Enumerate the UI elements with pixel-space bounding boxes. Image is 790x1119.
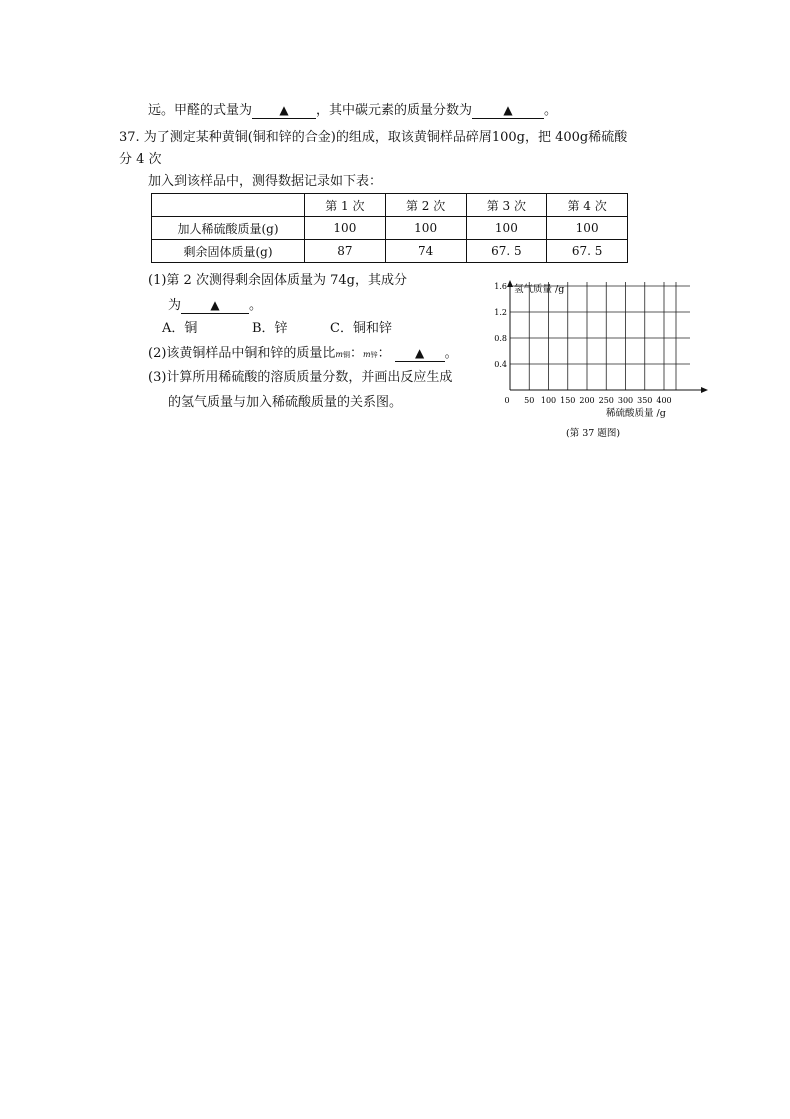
fill-in-line-1 — [148, 102, 557, 120]
x-tick-label: 50 — [524, 396, 535, 405]
part2-end: 。 — [444, 346, 458, 361]
mass-symbol-copper: m — [335, 350, 344, 359]
part1-prefix: 为 — [168, 298, 182, 313]
x-tick-label: 0 — [504, 396, 510, 405]
y-tick-label: 1.2 — [494, 308, 507, 317]
table-header-cell: 第 4 次 — [547, 194, 628, 217]
table-row — [152, 217, 628, 240]
answer-blank-carbon-fraction[interactable] — [472, 103, 544, 119]
table-header-row — [152, 194, 628, 217]
x-tick-labels — [504, 396, 671, 405]
mass-symbol-zinc: m — [363, 350, 371, 359]
table-header-cell — [152, 194, 305, 217]
question-stem-line-2: 分 4 次 — [119, 152, 162, 167]
part1-end: 。 — [249, 298, 263, 313]
subscript-copper: 铜 — [343, 351, 351, 359]
table-cell: 74 — [385, 240, 466, 263]
x-tick-label: 250 — [598, 396, 614, 405]
y-axis-label: 氢气质量 /g — [514, 284, 565, 295]
part2-text: (2)该黄铜样品中铜和锌的质量比 — [148, 346, 336, 361]
line1-mid: ，其中碳元素的质量分数为 — [316, 103, 473, 118]
x-tick-label: 300 — [617, 396, 634, 405]
x-tick-label: 150 — [560, 396, 576, 405]
table-header-cell: 第 1 次 — [305, 194, 386, 217]
question-stem-line-1 — [119, 129, 627, 147]
part3-line-2: 的氢气质量与加入稀硫酸质量的关系图。 — [168, 395, 403, 410]
table-cell: 67. 5 — [466, 240, 547, 263]
figure-caption: (第 37 题图) — [566, 428, 621, 439]
option-a[interactable]: A．铜 — [162, 321, 198, 336]
x-tick-label: 100 — [540, 396, 557, 405]
question-stem-line-3: 加入到该样品中，测得数据记录如下表： — [148, 174, 383, 189]
triangle-marker-icon: ▲ — [503, 103, 513, 117]
question-stem-text-1: 为了测定某种黄铜(铜和锌的合金)的组成，取该黄铜样品碎屑100g，把 400g稀硫酸 — [143, 130, 628, 145]
chart-grid — [510, 282, 690, 390]
subscript-zinc: 锌 — [370, 351, 378, 359]
triangle-marker-icon: ▲ — [415, 346, 425, 360]
line1-end: 。 — [544, 103, 558, 118]
data-table — [151, 193, 628, 263]
answer-blank-composition[interactable] — [181, 298, 249, 314]
part1-line-a: (1)第 2 次测得剩余固体质量为 74g，其成分 — [148, 273, 407, 288]
ratio-colon: ： — [350, 346, 364, 361]
ratio-colon: ： — [377, 346, 391, 361]
y-tick-labels — [494, 282, 507, 369]
part1-line-b — [168, 297, 262, 315]
table-row-label: 剩余固体质量(g) — [152, 240, 305, 263]
question-number: 37. — [119, 130, 140, 145]
option-b[interactable]: B．锌 — [252, 321, 288, 336]
line1-pre: 远。甲醛的式量为 — [148, 103, 253, 118]
triangle-marker-icon: ▲ — [279, 103, 289, 117]
table-cell: 87 — [305, 240, 386, 263]
y-tick-label: 1.6 — [494, 282, 507, 291]
answer-blank-mass-ratio[interactable] — [395, 346, 445, 362]
table-header-cell: 第 3 次 — [466, 194, 547, 217]
x-axis-arrow-icon — [701, 387, 708, 393]
x-axis-label: 稀硫酸质量 /g — [606, 408, 666, 419]
part2-line — [148, 345, 458, 364]
x-tick-label: 200 — [579, 396, 595, 405]
table-header-cell: 第 2 次 — [385, 194, 466, 217]
table-cell: 100 — [547, 217, 628, 240]
x-tick-label: 350 — [637, 396, 653, 405]
chart-axes — [507, 280, 708, 393]
table-cell: 100 — [385, 217, 466, 240]
table-row-label: 加人稀硫酸质量(g) — [152, 217, 305, 240]
part3-line-1: (3)计算所用稀硫酸的溶质质量分数，并画出反应生成 — [148, 370, 453, 385]
x-tick-label: 400 — [656, 396, 672, 405]
answer-blank-formula-weight[interactable] — [252, 103, 316, 119]
table-row — [152, 240, 628, 263]
option-c[interactable]: C．铜和锌 — [330, 321, 392, 336]
y-axis-arrow-icon — [507, 280, 513, 287]
table-cell: 100 — [466, 217, 547, 240]
hydrogen-mass-chart[interactable] — [488, 276, 708, 446]
table-cell: 67. 5 — [547, 240, 628, 263]
triangle-marker-icon: ▲ — [210, 298, 220, 312]
y-tick-label: 0.8 — [494, 334, 507, 343]
part1-options — [162, 320, 392, 338]
y-tick-label: 0.4 — [494, 360, 507, 369]
table-cell: 100 — [305, 217, 386, 240]
